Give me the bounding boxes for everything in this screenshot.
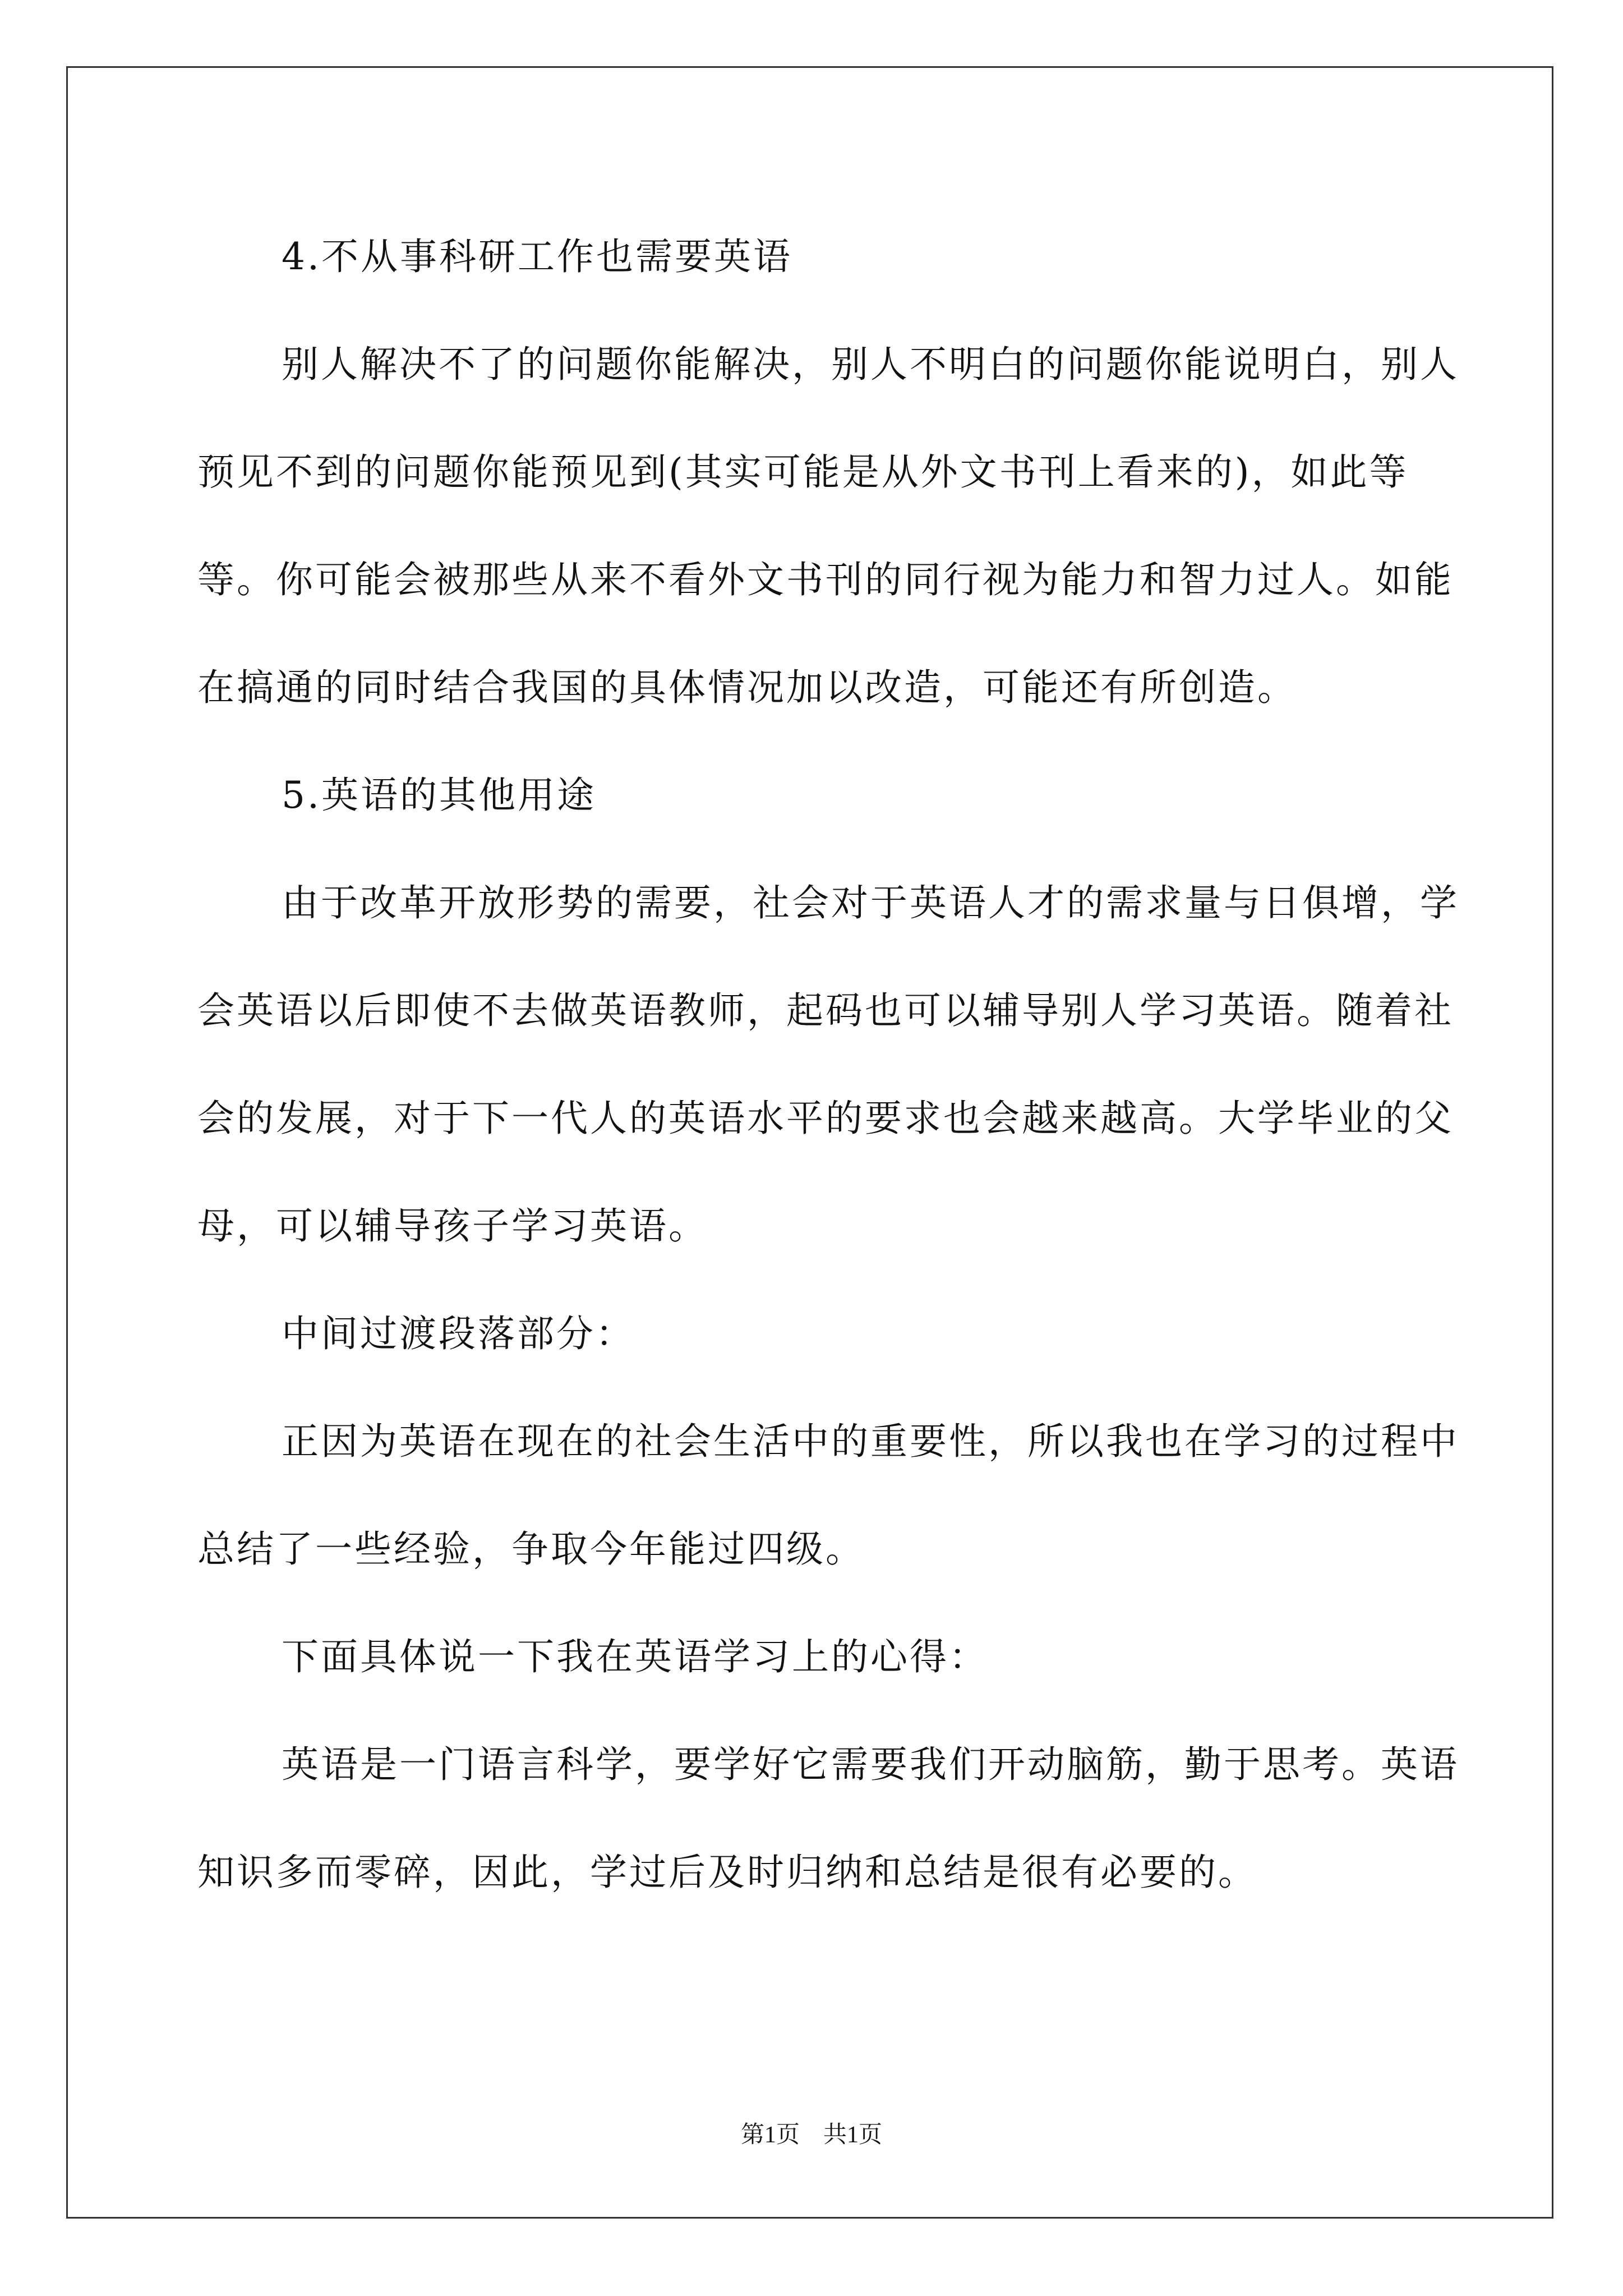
page-number: 第1页 共1页 (740, 2122, 882, 2148)
paragraph-importance: 正因为英语在现在的社会生活中的重要性，所以我也在学习的过程中总结了一些经验，争取今年能过四级。 (197, 1420, 1459, 1571)
experience-heading: 下面具体说一下我在英语学习上的心得： (282, 1635, 988, 1678)
transition-heading: 中间过渡段落部分： (282, 1312, 635, 1355)
document-body (197, 203, 1459, 1926)
paragraph-other-uses: 由于改革开放形势的需要，社会对于英语人才的需求量与日俱增，学会英语以后即使不去做英语教师，起码也可以辅导别人学习英语。随着社会的发展，对于下一代人的英语水平的要求也会越来越高。大学毕业的父母，可以辅导孩子学习英语。 (197, 881, 1459, 1248)
heading-5: 5.英语的其他用途 (282, 774, 596, 817)
paragraph-research: 别人解决不了的问题你能解决，别人不明白的问题你能说明白，别人预见不到的问题你能预见到(其实可能是从外文书刊上看来的)，如此等等。你可能会被那些从来不看外文书刊的同行视为能力和智力过人。如能在搞通的同时结合我国的具体情况加以改造，可能还有所创造。 (197, 343, 1459, 709)
paragraph-experience: 英语是一门语言科学，要学好它需要我们开动脑筋，勤于思考。英语知识多而零碎，因此，学过后及时归纳和总结是很有必要的。 (197, 1743, 1459, 1894)
heading-4: 4.不从事科研工作也需要英语 (282, 235, 792, 278)
